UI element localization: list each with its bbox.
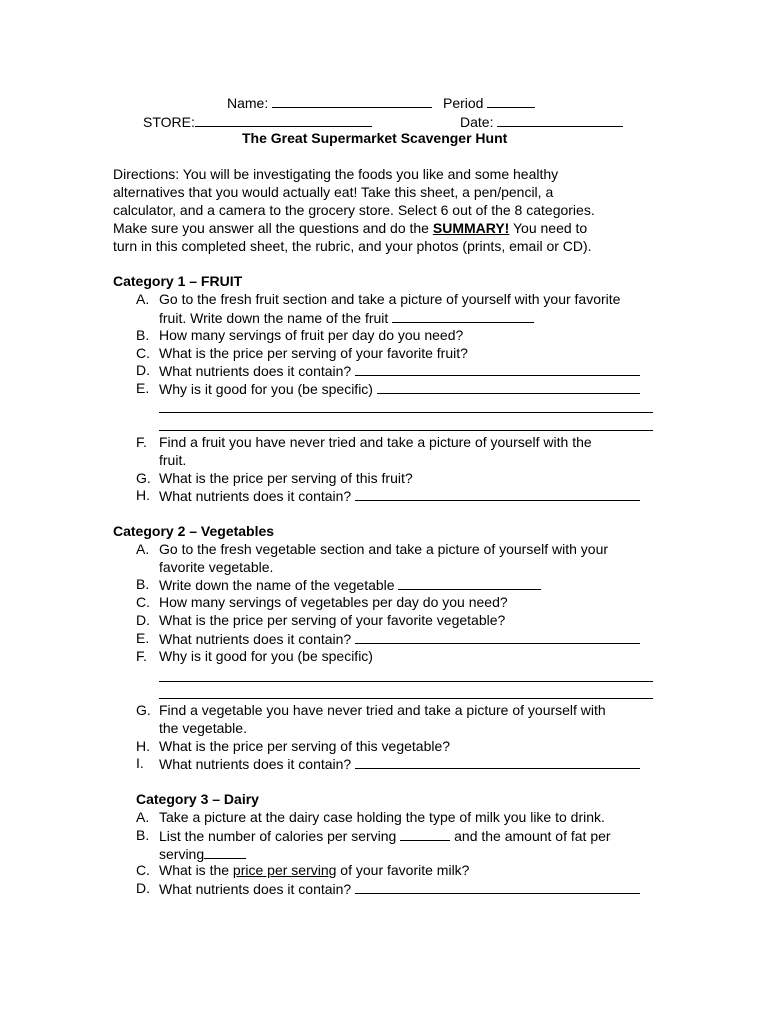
directions-line-3: calculator, and a camera to the grocery store. Select 6 out of the 8 categories. <box>113 202 595 218</box>
cat1-item-b: How many servings of fruit per day do you need? <box>159 327 464 343</box>
cat2-item-i-text: What nutrients does it contain? <box>159 756 352 772</box>
cat2-item-a-cont: favorite vegetable. <box>159 559 274 575</box>
cat1-item-h-text: What nutrients does it contain? <box>159 488 352 504</box>
nutrients-blank[interactable] <box>355 486 640 501</box>
cat2-item-f: Why is it good for you (be specific) <box>159 648 373 664</box>
page-title: The Great Supermarket Scavenger Hunt <box>242 130 508 146</box>
item-marker: C. <box>136 594 150 610</box>
cat1-item-f-cont: fruit. <box>159 452 187 468</box>
item-marker: H. <box>136 487 150 503</box>
cat3-item-c-text: of your favorite milk? <box>336 862 470 878</box>
cat3-item-d <box>159 879 640 898</box>
item-marker: D. <box>136 612 150 628</box>
reason-blank[interactable] <box>377 379 640 394</box>
cat3-item-d-text: What nutrients does it contain? <box>159 881 352 897</box>
directions-line-1: Directions: You will be investigating the foods you like and some healthy <box>113 166 559 182</box>
item-marker: F. <box>136 434 147 450</box>
cat3-item-b <box>159 826 611 845</box>
cat1-item-d <box>159 361 640 380</box>
item-marker: A. <box>136 809 150 825</box>
item-marker: C. <box>136 862 150 878</box>
item-marker: F. <box>136 648 147 664</box>
nutrients-blank[interactable] <box>355 879 640 894</box>
period-blank[interactable] <box>487 93 535 108</box>
directions-line-4 <box>113 219 587 237</box>
cat1-item-e <box>159 379 640 398</box>
directions-line-2: alternatives that you would actually eat! Take this sheet, a pen/pencil, a <box>113 184 554 200</box>
item-marker: C. <box>136 345 150 361</box>
price-per-serving-emphasis: price per serving <box>232 862 337 878</box>
cat2-item-e-text: What nutrients does it contain? <box>159 631 352 647</box>
cat3-item-b-text: List the number of calories per serving <box>159 828 397 844</box>
item-marker: D. <box>136 362 150 378</box>
item-marker: A. <box>136 291 150 307</box>
date-blank[interactable] <box>497 112 623 127</box>
nutrients-blank[interactable] <box>355 754 640 769</box>
cat3-item-b-text: and the amount of fat per <box>454 828 611 844</box>
cat1-item-a-text: fruit. Write down the name of the fruit <box>159 310 389 326</box>
answer-line[interactable] <box>159 681 653 682</box>
category-3-title: Category 3 – Dairy <box>136 791 259 807</box>
name-field[interactable] <box>227 93 432 112</box>
answer-line[interactable] <box>159 430 653 431</box>
calories-blank[interactable] <box>400 826 450 841</box>
directions-text: You need to <box>509 220 588 236</box>
cat3-item-c-text: What is the <box>159 862 233 878</box>
fat-blank[interactable] <box>204 844 246 859</box>
item-marker: H. <box>136 738 150 754</box>
item-marker: I. <box>136 755 144 771</box>
cat3-item-a: Take a picture at the dairy case holding the type of milk you like to drink. <box>159 809 605 825</box>
date-label: Date: <box>460 114 494 130</box>
item-marker: G. <box>136 702 151 718</box>
item-marker: E. <box>136 380 150 396</box>
item-marker: G. <box>136 470 151 486</box>
cat1-item-f: Find a fruit you have never tried and take a picture of yourself with the <box>159 434 592 450</box>
vegetable-name-blank[interactable] <box>398 575 541 590</box>
cat2-item-h: What is the price per serving of this vegetable? <box>159 738 451 754</box>
answer-line[interactable] <box>159 412 653 413</box>
item-marker: B. <box>136 576 150 592</box>
nutrients-blank[interactable] <box>355 629 640 644</box>
answer-line[interactable] <box>159 698 653 699</box>
category-1-title: Category 1 – FRUIT <box>113 273 243 289</box>
cat2-item-b-text: Write down the name of the vegetable <box>159 577 395 593</box>
period-field[interactable] <box>443 93 535 112</box>
cat2-item-g: Find a vegetable you have never tried and take a picture of yourself with <box>159 702 606 718</box>
item-marker: B. <box>136 327 150 343</box>
cat2-item-b <box>159 575 541 594</box>
summary-emphasis: SUMMARY! <box>432 220 510 236</box>
cat1-item-a: Go to the fresh fruit section and take a picture of yourself with your favorite <box>159 291 621 307</box>
store-blank[interactable] <box>195 112 372 127</box>
cat2-item-e <box>159 629 640 648</box>
nutrients-blank[interactable] <box>355 361 640 376</box>
cat3-item-c <box>159 861 469 879</box>
name-label: Name: <box>227 95 269 111</box>
item-marker: E. <box>136 630 150 646</box>
cat2-item-d: What is the price per serving of your favorite vegetable? <box>159 612 506 628</box>
fruit-name-blank[interactable] <box>392 308 534 323</box>
cat1-item-h <box>159 486 640 505</box>
cat2-item-a: Go to the fresh vegetable section and take a picture of yourself with your <box>159 541 609 557</box>
directions-line-5: turn in this completed sheet, the rubric, and your photos (prints, email or CD). <box>113 238 592 254</box>
cat2-item-i <box>159 754 640 773</box>
cat1-item-c: What is the price per serving of your favorite fruit? <box>159 345 468 361</box>
period-label: Period <box>443 95 484 111</box>
cat2-item-g-cont: the vegetable. <box>159 720 247 736</box>
store-label: STORE: <box>143 114 195 130</box>
name-blank[interactable] <box>272 93 432 108</box>
directions-text: Make sure you answer all the questions and do the <box>113 220 433 236</box>
cat3-item-b-text: serving <box>159 846 205 862</box>
cat1-item-d-text: What nutrients does it contain? <box>159 363 352 379</box>
item-marker: A. <box>136 541 150 557</box>
item-marker: D. <box>136 880 150 896</box>
cat1-item-g: What is the price per serving of this fruit? <box>159 470 413 486</box>
cat1-item-e-text: Why is it good for you (be specific) <box>159 381 373 397</box>
cat2-item-c: How many servings of vegetables per day do you need? <box>159 594 508 610</box>
category-2-title: Category 2 – Vegetables <box>113 523 275 539</box>
cat1-item-a-cont <box>159 308 534 327</box>
item-marker: B. <box>136 827 150 843</box>
